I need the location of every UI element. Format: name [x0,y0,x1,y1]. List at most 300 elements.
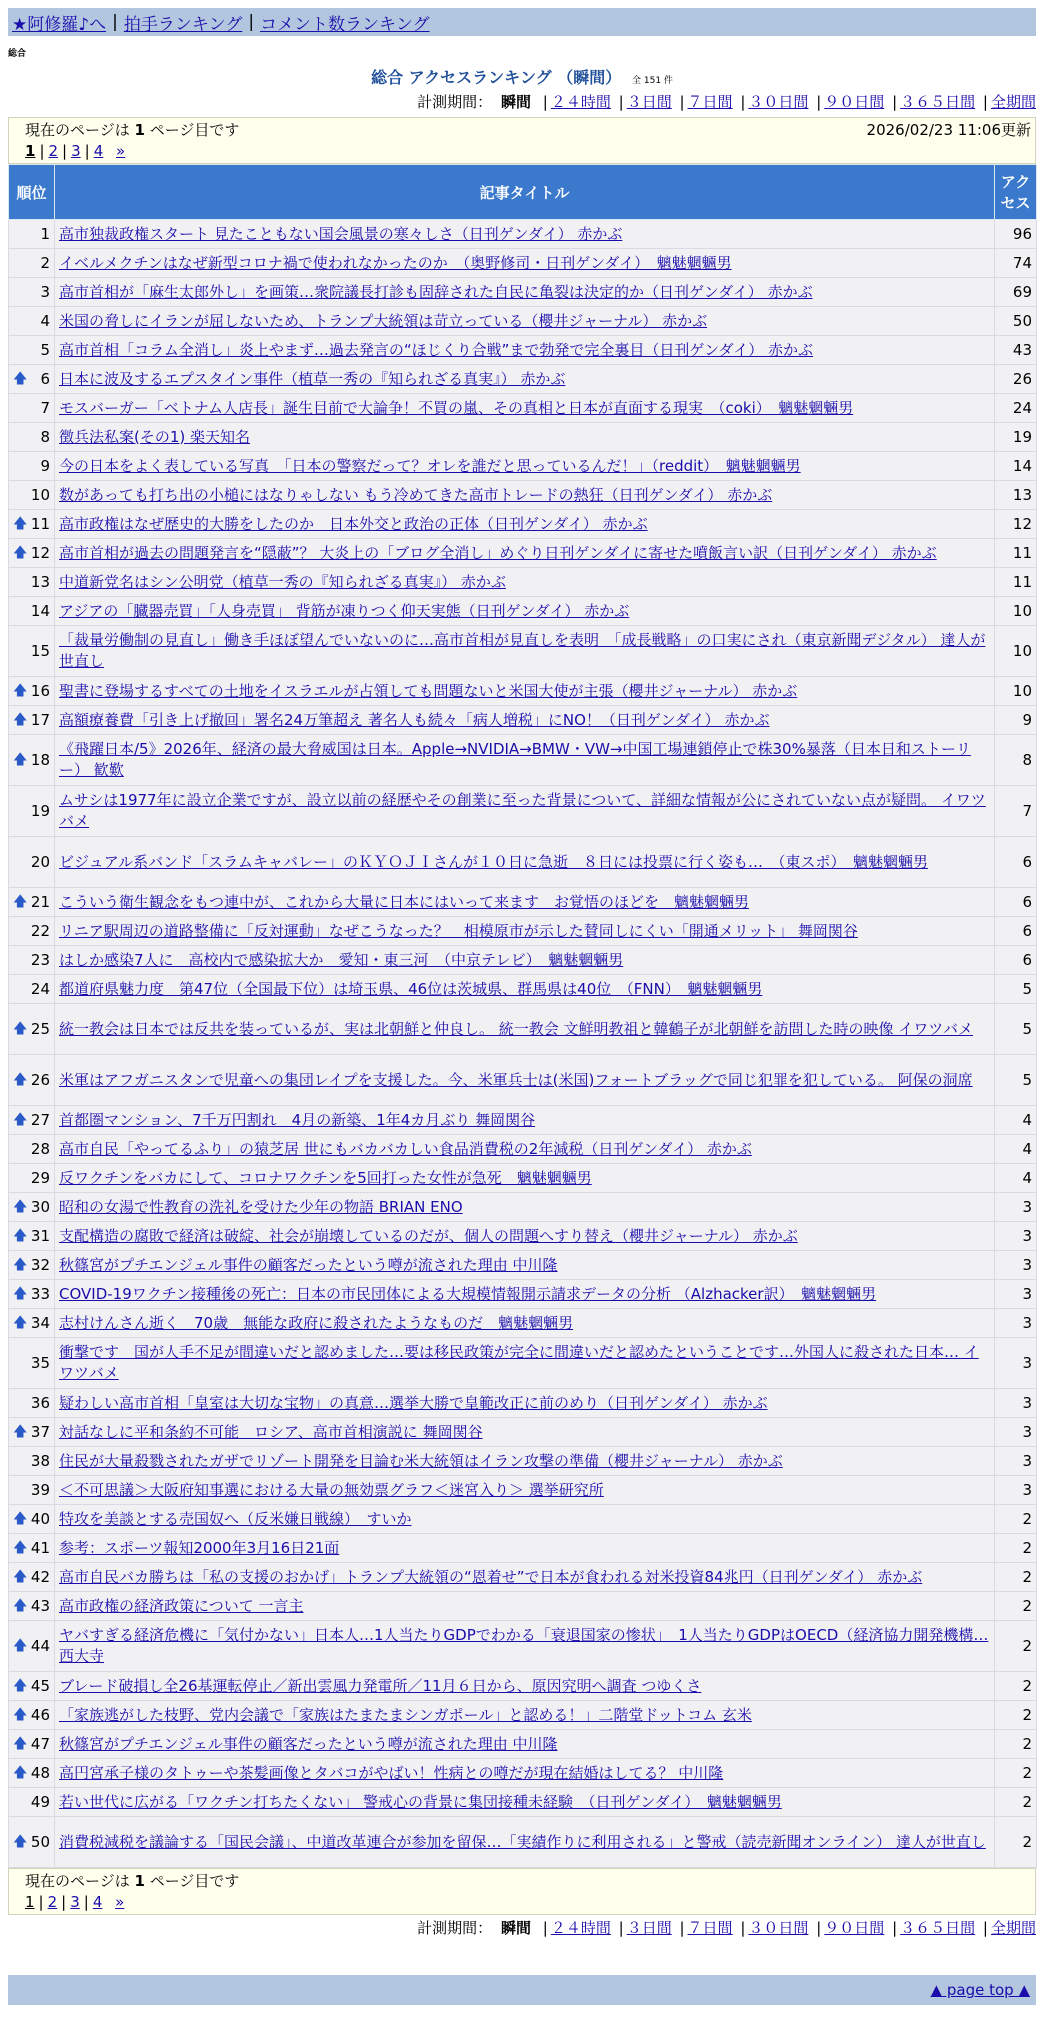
page-separator: | [83,1893,89,1911]
access-count: 19 [995,423,1037,452]
title-cell [55,1592,995,1621]
title-cell [55,1817,995,1868]
title-cell [55,975,995,1004]
table-row [9,1309,1037,1338]
title-cell [55,220,995,249]
rank-number: 22 [30,921,50,940]
rank-cell [9,1759,55,1788]
current-page-text [25,120,239,141]
title-cell [55,917,995,946]
access-count: 2 [995,1505,1037,1534]
page-link-3[interactable]: 3 [71,142,81,160]
rank-number: 12 [30,543,50,562]
rank-cell [9,1788,55,1817]
table-row [9,706,1037,735]
article-title-link[interactable]: ビジュアル系バンド「スラムキャバレー」のＫＹＯＪＩさんが１０日に急逝 ８日には投票に行く姿も… （東スポ） 魑魅魍魎男 [59,852,928,871]
rank-cell [9,597,55,626]
rank-up-arrow-icon: 🡅 [13,682,28,699]
page-links-bottom [25,1892,1031,1913]
table-row [9,278,1037,307]
article-title-link[interactable]: ブレード破損し全26基運転停止／新出雲風力発電所／11月６日から、原因究明へ調査 つゆくさ [59,1676,702,1695]
applause-ranking-link[interactable]: 拍手ランキング [123,14,243,35]
rank-number: 18 [30,750,50,769]
rank-number: 45 [30,1676,50,1695]
period-separator: | [679,1919,685,1937]
article-title-link[interactable]: 「家族逃がした枝野、党内会議で「家族はたまたまシンガポール」と認める！」二階堂ドットコム 玄米 [59,1705,752,1724]
page-link-4[interactable]: 4 [92,1893,103,1911]
rank-number: 13 [30,572,50,591]
article-title-link[interactable]: 支配構造の腐敗で経済は破綻、社会が崩壊しているのだが、個人の問題へすり替え（櫻井ジャーナル） 赤かぶ [59,1226,798,1245]
article-title-link[interactable]: イベルメクチンはなぜ新型コロナ禍で使われなかったのか （奥野修司・日刊ゲンダイ） 魑魅魍魎男 [59,253,732,272]
article-title-link[interactable]: 高市独裁政権スタート 見たこともない国会風景の寒々しさ（日刊ゲンダイ） 赤かぶ [59,224,623,243]
page-text-prefix: 現在のページは [25,1872,130,1890]
rank-up-arrow-icon: 🡅 [13,1568,28,1585]
table-row [9,1135,1037,1164]
access-count: 50 [995,307,1037,336]
rank-up-arrow-icon: 🡅 [13,1423,28,1440]
rank-cell [9,1418,55,1447]
access-count: 4 [995,1106,1037,1135]
rank-cell [9,1672,55,1701]
title-cell [55,336,995,365]
table-row [9,1251,1037,1280]
title-cell [55,1418,995,1447]
access-count: 10 [995,597,1037,626]
title-cell [55,307,995,336]
article-title-link[interactable]: 昭和の女湯で性教育の洗礼を受けた少年の物語 BRIAN ENO [59,1197,463,1216]
rank-up-arrow-icon: 🡅 [13,1510,28,1527]
rank-cell [9,706,55,735]
rank-number: 7 [40,398,50,417]
rank-up-arrow-icon: 🡅 [13,1256,28,1273]
access-count: 12 [995,510,1037,539]
rank-number: 19 [30,801,50,820]
article-title-link[interactable]: 住民が大量殺戮されたガザでリゾート開発を目論む米大統領はイラン攻撃の準備（櫻井ジャーナル） 赤かぶ [59,1451,783,1470]
table-row [9,888,1037,917]
period-separator: | [892,1919,898,1937]
table-row [9,220,1037,249]
category-label: 総合 [8,49,27,59]
table-row [9,1817,1037,1868]
access-count: 11 [995,568,1037,597]
rank-cell [9,1592,55,1621]
period-separator: | [618,1919,624,1937]
rank-cell [9,1389,55,1418]
rank-number: 37 [30,1422,50,1441]
table-row [9,1389,1037,1418]
article-title-link[interactable]: アジアの「臓器売買」「人身売買」 背筋が凍りつく仰天実態（日刊ゲンダイ） 赤かぶ [59,601,630,620]
period-3d-link[interactable]: ３日間 [626,1919,672,1937]
rank-number: 25 [30,1019,50,1038]
rank-cell [9,423,55,452]
page-text-prefix: 現在のページは [25,121,130,139]
table-row [9,1004,1037,1055]
access-count: 6 [995,946,1037,975]
access-count: 2 [995,1672,1037,1701]
article-title-link[interactable]: 高市自民「やってるふり」の猿芝居 世にもバカバカしい食品消費税の2年減税（日刊ゲンダイ） 赤かぶ [59,1139,752,1158]
period-30d-link[interactable]: ３０日間 [748,1919,809,1937]
title-cell [55,1672,995,1701]
access-count: 4 [995,1135,1037,1164]
rank-cell [9,336,55,365]
title-cell [55,481,995,510]
page-separator: | [62,142,68,160]
table-row [9,1338,1037,1389]
table-row [9,946,1037,975]
rank-cell [9,1135,55,1164]
rank-number: 41 [30,1538,50,1557]
title-cell [55,1280,995,1309]
article-title-link[interactable]: 「裁量労働制の見直し」働き手ほぼ望んでいないのに…高市首相が見直しを表明 「成長戦略」の口実にされ（東京新聞デジタル） 達人が世直し [59,631,986,670]
rank-number: 4 [40,311,50,330]
article-title-link[interactable]: 中道新党名はシン公明党（植草一秀の『知られざる真実』） 赤かぶ [59,572,506,591]
comment-ranking-link[interactable]: コメント数ランキング [260,14,430,35]
article-title-link[interactable]: 《飛躍日本/5》2026年、経済の最大脅威国は日本。Apple→NVIDIA→BMW・VW→中国工場連鎖停止で株30%暴落（日本日和ストーリー） 歓歎 [59,740,971,779]
period-3d-link[interactable]: ３日間 [626,93,672,111]
period-all-link[interactable]: 全期間 [990,93,1036,111]
rank-cell [9,946,55,975]
period-separator: | [982,93,988,111]
article-title-link[interactable]: 米軍はアフガニスタンで児童への集団レイプを支援した。今、米軍兵士は(米国)フォートブラッグで同じ犯罪を犯している。 阿保の洞席 [59,1070,973,1089]
nav-separator: | [112,12,118,32]
period-separator: | [542,93,548,111]
access-count: 26 [995,365,1037,394]
article-title-link[interactable]: 志村けんさん逝く 70歳 無能な政府に殺されたようなものだ 魑魅魍魎男 [59,1313,574,1332]
article-title-link[interactable]: 高市政権はなぜ歴史的大勝をしたのか 日本外交と政治の正体（日刊ゲンダイ） 赤かぶ [59,514,648,533]
rank-number: 46 [30,1705,50,1724]
period-90d-link[interactable]: ９０日間 [824,1919,885,1937]
table-row [9,249,1037,278]
rank-cell [9,539,55,568]
table-row [9,1592,1037,1621]
rank-number: 34 [30,1313,50,1332]
rank-number: 1 [40,224,50,243]
page-text-suffix: ページ目です [149,1872,240,1890]
rank-number: 50 [30,1832,50,1851]
ranking-page [0,8,1044,2005]
period-90d-link[interactable]: ９０日間 [824,93,885,111]
rank-number: 47 [30,1734,50,1753]
total-count: 全 151 件 [632,76,673,86]
period-365d-link[interactable]: ３６５日間 [900,1919,976,1937]
rank-up-arrow-icon: 🡅 [13,1597,28,1614]
article-title-link[interactable]: 高市首相が「麻生太郎外し」を画策…衆院議長打診も固辞された自民に亀裂は決定的か（日刊ゲンダイ） 赤かぶ [59,282,813,301]
access-count: 3 [995,1447,1037,1476]
rank-cell [9,1309,55,1338]
table-row [9,1280,1037,1309]
page-separator: | [61,1893,67,1911]
title-cell [55,706,995,735]
period-7d-link[interactable]: ７日間 [687,1919,733,1937]
table-row [9,452,1037,481]
rank-up-arrow-icon: 🡅 [13,1539,28,1556]
article-title-link[interactable]: 高市首相「コラム全消し」炎上やまず…過去発言の“ほじくり合戦”まで勃発で完全裏目（日刊ゲンダイ） 赤かぶ [59,340,813,359]
nav-separator: | [248,12,255,32]
ranking-table [8,164,1037,1868]
article-title-link[interactable]: 高市政権の経済政策について 一言主 [59,1596,304,1615]
rank-number: 40 [30,1509,50,1528]
title-cell [55,1505,995,1534]
table-row [9,539,1037,568]
table-row [9,481,1037,510]
table-row [9,1621,1037,1672]
rank-number: 2 [40,253,50,272]
title-cell [55,568,995,597]
access-count: 5 [995,975,1037,1004]
article-title-link[interactable]: こういう衛生観念をもつ連中が、これから大量に日本にはいって来ます お覚悟のほどを 魑魅魍魎男 [59,892,750,911]
rank-up-arrow-icon: 🡅 [13,1020,28,1037]
pager-top [8,117,1036,164]
article-title-link[interactable]: ヤバすぎる経済危機に「気付かない」日本人…1人当たりGDPでわかる「衰退国家の惨状」 1人当たりGDPはOECD（経済協力開発機構… 西大寺 [59,1626,989,1665]
access-count: 96 [995,220,1037,249]
period-separator: | [816,1919,822,1937]
rank-cell [9,365,55,394]
access-count: 2 [995,1592,1037,1621]
article-title-link[interactable]: 首都圏マンション、7千万円割れ 4月の新築、1年4カ月ぶり 舞岡関谷 [59,1110,536,1129]
article-title-link[interactable]: 反ワクチンをバカにして、コロナワクチンを5回打った女性が急死 魑魅魍魎男 [59,1168,592,1187]
page-link-2[interactable]: 2 [47,1893,58,1911]
table-row [9,394,1037,423]
access-count: 74 [995,249,1037,278]
asyura-home-link[interactable]: ★阿修羅♪へ [12,14,107,35]
period-selector-bottom [8,1917,1036,1939]
rank-cell [9,278,55,307]
title-cell [55,1476,995,1505]
rank-up-arrow-icon: 🡅 [13,1285,28,1302]
article-title-link[interactable]: 高円宮承子様のタトゥーや茶髪画像とタバコがやばい！性病との噂だが現在結婚はしてる？ 中川隆 [59,1763,724,1782]
rank-number: 20 [30,852,50,871]
rank-up-arrow-icon: 🡅 [13,1677,28,1694]
access-count: 3 [995,1338,1037,1389]
page-link-3[interactable]: 3 [70,1893,80,1911]
page-number: 1 [134,121,145,139]
table-row [9,735,1037,786]
article-title-link[interactable]: はしか感染7人に 高校内で感染拡大か 愛知・東三河 （中京テレビ） 魑魅魍魎男 [59,950,624,969]
article-title-link[interactable]: 高市首相が過去の問題発言を“隠蔽”？ 大炎上の「ブログ全消し」めぐり日刊ゲンダイに寄せた噴飯言い訳（日刊ゲンダイ） 赤かぶ [59,543,937,562]
rank-number: 42 [30,1567,50,1586]
rank-cell [9,1193,55,1222]
access-count: 13 [995,481,1037,510]
rank-header: 順位 [9,165,55,220]
access-count: 3 [995,1280,1037,1309]
page-link-2[interactable]: 2 [48,142,59,160]
table-row [9,1418,1037,1447]
article-title-link[interactable]: 若い世代に広がる「ワクチン打ちたくない」 警戒心の背景に集団接種未経験 （日刊ゲンダイ） 魑魅魍魎男 [59,1792,782,1811]
top-nav-bar [8,8,1036,36]
access-count: 2 [995,1730,1037,1759]
article-title-link[interactable]: 米国の脅しにイランが屈しないため、トランプ大統領は苛立っている（櫻井ジャーナル） 赤かぶ [59,311,708,330]
access-count: 5 [995,1004,1037,1055]
ranking-rows [9,220,1037,1868]
rank-number: 35 [30,1353,50,1372]
period-24h-link[interactable]: ２４時間 [550,1919,611,1937]
article-title-link[interactable]: 高額療養費「引き上げ撤回」署名24万筆超え 著名人も続々「病人増税」にNO！（日刊ゲンダイ） 赤かぶ [59,710,770,729]
access-count: 3 [995,1251,1037,1280]
table-row [9,510,1037,539]
table-row [9,1447,1037,1476]
title-cell [55,1621,995,1672]
rank-cell [9,1563,55,1592]
rank-number: 3 [40,282,50,301]
rank-cell [9,1222,55,1251]
rank-number: 43 [30,1596,50,1615]
title-cell [55,1447,995,1476]
title-cell [55,278,995,307]
table-row [9,1505,1037,1534]
rank-up-arrow-icon: 🡅 [13,1314,28,1331]
article-title-link[interactable]: 参考：スポーツ報知2000年3月16日21面 [59,1538,340,1557]
rank-up-arrow-icon: 🡅 [13,515,28,532]
rank-cell [9,452,55,481]
title-cell [55,394,995,423]
period-all-link[interactable]: 全期間 [990,1919,1036,1937]
rank-number: 26 [30,1070,50,1089]
period-365d-link[interactable]: ３６５日間 [900,93,976,111]
table-row [9,1672,1037,1701]
title-cell [55,1106,995,1135]
rank-number: 21 [30,892,50,911]
title-cell [55,1338,995,1389]
title-cell [55,1004,995,1055]
access-count: 6 [995,837,1037,888]
title-header: 記事タイトル [55,165,995,220]
article-title-link[interactable]: 統一教会は日本では反共を装っているが、実は北朝鮮と仲良し。 統一教会 文鮮明教祖と韓鶴子が北朝鮮を訪問した時の映像 イワツバメ [59,1019,974,1038]
period-24h-link[interactable]: ２４時間 [550,93,611,111]
rank-number: 48 [30,1763,50,1782]
article-title-link[interactable]: リニア駅周辺の道路整備に「反対運動」なぜこうなった？ 相模原市が示した賛同しにくい「開通メリット」 舞岡関谷 [59,921,858,940]
access-count: 2 [995,1701,1037,1730]
access-count: 2 [995,1563,1037,1592]
title-cell [55,1251,995,1280]
rank-number: 10 [30,485,50,504]
rank-number: 33 [30,1284,50,1303]
article-title-link[interactable]: 高市自民バカ勝ちは「私の支援のおかげ」トランプ大統領の“恩着せ”で日本が食われる対米投資84兆円（日刊ゲンダイ） 赤かぶ [59,1567,923,1586]
title-cell [55,786,995,837]
article-title-link[interactable]: 今の日本をよく表している写真 「日本の警察だって？オレを誰だと思っているんだ！」（reddit） 魑魅魍魎男 [59,456,801,475]
title-cell [55,1534,995,1563]
period-separator: | [740,93,746,111]
article-title-link[interactable]: モスバーガー「ベトナム人店長」誕生目前で大論争！不買の嵐、その真相と日本が直面する現実 （coki） 魑魅魍魎男 [59,398,854,417]
title-cell [55,423,995,452]
rank-up-arrow-icon: 🡅 [13,544,28,561]
table-row [9,423,1037,452]
article-title-link[interactable]: ムサシは1977年に設立企業ですが、設立以前の経歴やその創業に至った背景について、詳細な情報が公にされていない点が疑問。 イワツバメ [59,791,986,830]
rank-cell [9,1476,55,1505]
article-title-link[interactable]: COVID-19ワクチン接種後の死亡：日本の市民団体による大規模情報開示請求データの分析 （Alzhacker訳） 魑魅魍魎男 [59,1284,877,1303]
article-title-link[interactable]: 秋篠宮がプチエンジェル事件の顧客だったという噂が流された理由 中川隆 [59,1255,558,1274]
rank-up-arrow-icon: 🡅 [13,1637,28,1654]
rank-cell [9,249,55,278]
access-count: 4 [995,1164,1037,1193]
period-separator: | [740,1919,746,1937]
rank-number: 38 [30,1451,50,1470]
page-number: 1 [134,1872,145,1890]
title-cell [55,510,995,539]
article-title-link[interactable]: 徴兵法私案(その1) 楽天知名 [59,427,251,446]
rank-number: 36 [30,1393,50,1412]
rank-cell [9,1004,55,1055]
title-cell [55,735,995,786]
title-cell [55,1055,995,1106]
period-separator: | [982,1919,988,1937]
current-page-text-bottom [25,1871,1031,1892]
rank-number: 31 [30,1226,50,1245]
title-cell [55,837,995,888]
title-cell [55,1389,995,1418]
article-title-link[interactable]: 数があっても打ち出の小槌にはなりゃしない もう冷めてきた高市トレードの熱狂（日刊ゲンダイ） 赤かぶ [59,485,773,504]
article-title-link[interactable]: 消費税減税を議論する「国民会議」、中道改革連合が参加を留保…「実績作りに利用される」と警戒（読売新聞オンライン） 達人が世直し [59,1832,986,1851]
article-title-link[interactable]: 特攻を美談とする売国奴へ（反米嫌日戦線） すいか [59,1509,412,1528]
page-top-link[interactable]: ▲ page top ▲ [930,1981,1030,1999]
article-title-link[interactable]: ＜不可思議＞大阪府知事選における大量の無効票グラフ＜迷宮入り＞ 選挙研究所 [59,1480,604,1499]
table-row [9,1788,1037,1817]
article-title-link[interactable]: 疑わしい高市首相「皇室は大切な宝物」の真意…選挙大勝で皇範改正に前のめり（日刊ゲンダイ） 赤かぶ [59,1393,768,1412]
page-separator: | [38,1893,44,1911]
rank-number: 24 [30,979,50,998]
title-cell [55,1164,995,1193]
page-link-next[interactable]: » [115,1893,125,1911]
table-row [9,1563,1037,1592]
access-count: 2 [995,1788,1037,1817]
title-cell [55,1222,995,1251]
table-row [9,1222,1037,1251]
access-count: 2 [995,1817,1037,1868]
article-title-link[interactable]: 日本に波及するエプスタイン事件（植草一秀の『知られざる真実』） 赤かぶ [59,369,566,388]
table-row [9,365,1037,394]
page-link-current: 1 [25,1893,35,1911]
rank-number: 28 [30,1139,50,1158]
access-count: 3 [995,1222,1037,1251]
rank-cell [9,394,55,423]
article-title-link[interactable]: 聖書に登場するすべての土地をイスラエルが占領しても問題ないと米国大使が主張（櫻井ジャーナル） 赤かぶ [59,681,798,700]
rank-cell [9,220,55,249]
page-title: 総合 アクセスランキング （瞬間） [371,68,622,87]
period-7d-link[interactable]: ７日間 [687,93,733,111]
table-row [9,1106,1037,1135]
table-row [9,786,1037,837]
access-count: 69 [995,278,1037,307]
table-row [9,1759,1037,1788]
table-row [9,1055,1037,1106]
rank-cell [9,975,55,1004]
rank-number: 49 [30,1792,50,1811]
page-link-4[interactable]: 4 [93,142,104,160]
rank-number: 9 [40,456,50,475]
access-count: 6 [995,917,1037,946]
access-count: 10 [995,626,1037,677]
rank-number: 23 [30,950,50,969]
article-title-link[interactable]: 秋篠宮がプチエンジェル事件の顧客だったという噂が流された理由 中川隆 [59,1734,558,1753]
table-row [9,837,1037,888]
access-count: 2 [995,1621,1037,1672]
table-row [9,1701,1037,1730]
article-title-link[interactable]: 衝撃です 国が人手不足が間違いだと認めました…要は移民政策が完全に間違いだと認めたということです…外国人に殺された日本… イワツバメ [59,1343,979,1382]
rank-up-arrow-icon: 🡅 [13,893,28,910]
rank-number: 15 [30,641,50,660]
page-separator [107,142,112,160]
period-30d-link[interactable]: ３０日間 [748,93,809,111]
title-cell [55,365,995,394]
table-row [9,1534,1037,1563]
page-text-suffix: ページ目です [149,121,240,139]
page-link-next[interactable]: » [116,142,126,160]
article-title-link[interactable]: 都道府県魅力度 第47位（全国最下位）は埼玉県、46位は茨城県、群馬県は40位 （FNN） 魑魅魍魎男 [59,979,763,998]
access-count: 6 [995,888,1037,917]
page-separator: | [39,142,45,160]
period-separator: | [679,93,685,111]
rank-up-arrow-icon: 🡅 [13,751,28,768]
article-title-link[interactable]: 対話なしに平和条約不可能 ロシア、高市首相演説に 舞岡関谷 [59,1422,483,1441]
